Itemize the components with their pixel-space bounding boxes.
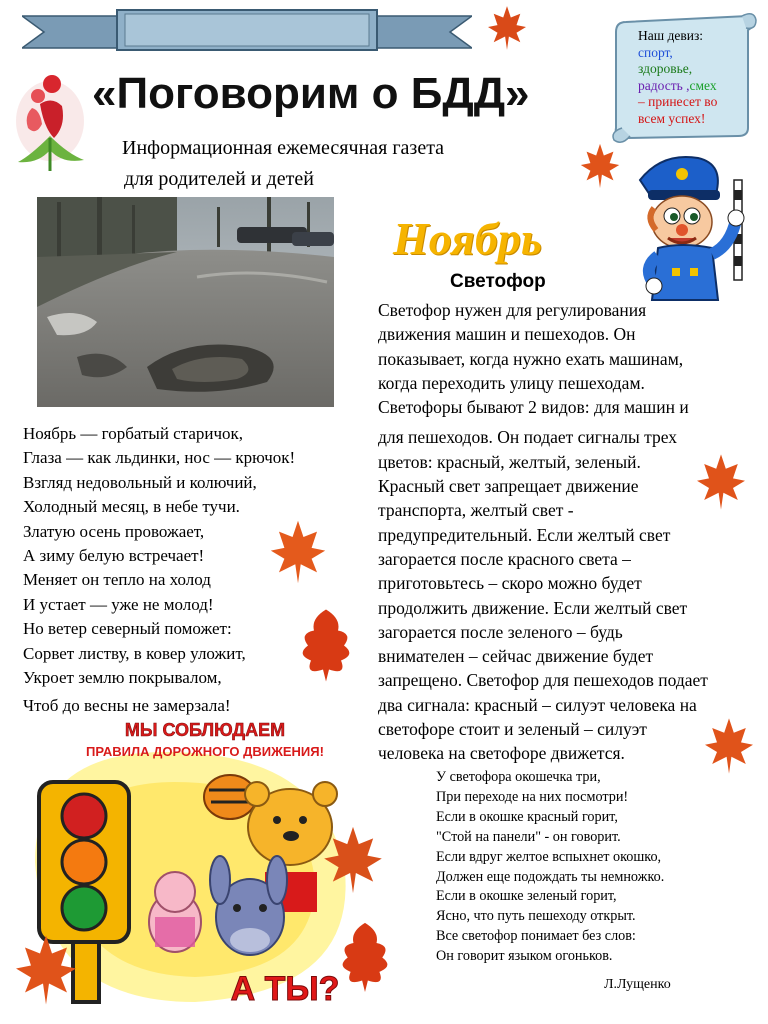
motto-heading: Наш девиз: — [638, 28, 704, 43]
article-line: два сигнала: красный – силуэт человека на — [378, 694, 697, 715]
article-line: загорается после зеленого – будь — [378, 621, 623, 642]
article-line: цветов: красный, желтый, зеленый. — [378, 451, 641, 472]
poem2-line: Он говорит языком огоньков. — [436, 948, 613, 965]
article-line: показывает, когда нужно ехать машинам, — [378, 348, 684, 369]
maple-leaf-icon — [692, 452, 750, 512]
poem-line: Чтоб до весны не замерзала! — [23, 696, 231, 716]
newspaper-title: «Поговорим о БДД» — [92, 69, 530, 118]
article-line: Красный свет запрещает движение — [378, 476, 639, 497]
article-line: внимателен – сейчас движение будет — [378, 646, 654, 667]
subtitle-line-2: для родителей и детей — [124, 168, 314, 190]
poem-line: И устает — уже не молод! — [23, 594, 214, 614]
maple-leaf-icon — [568, 142, 632, 190]
motto-brings: – принесет во — [638, 94, 718, 109]
poem2-line: Если в окошке красный горит, — [436, 808, 618, 825]
motto-laugh: смех — [689, 77, 717, 93]
poem-line: А зиму белую встречает! — [23, 546, 205, 566]
poem2-line: Все светофор понимает без слов: — [436, 928, 636, 945]
poem2-line: Если в окошке зеленый горит, — [436, 888, 617, 905]
article-line: загорается после красного света – — [378, 548, 631, 569]
article-line: запрещено. Светофор для пешеходов подает — [378, 670, 708, 691]
poem-line: Ноябрь — горбатый старичок, — [23, 424, 244, 443]
poster-question: А ТЫ? — [230, 970, 340, 1008]
poem-line: Холодный месяц, в небе тучи. — [23, 497, 240, 517]
article-line: Светофор нужен для регулирования — [378, 300, 647, 320]
oak-leaf-icon — [296, 606, 356, 682]
motto-sport: спорт, — [638, 44, 673, 60]
maple-leaf-icon — [700, 716, 758, 776]
poster-headline: МЫ СОБЛЮДАЕМ — [124, 720, 286, 740]
article-line: когда переходить улицу пешеходам. — [378, 372, 645, 393]
maple-leaf-icon — [488, 4, 526, 52]
article-line: продолжить движение. Если желтый свет — [378, 597, 688, 618]
poem2-line: Если вдруг желтое вспыхнет окошко, — [436, 848, 662, 865]
poem2-line: Должен еще подождать ты немножко. — [436, 868, 665, 885]
article-line: движения машин и пешеходов. Он — [378, 324, 636, 345]
family-logo — [10, 66, 90, 176]
subtitle-line-1: Информационная ежемесячная газета — [122, 137, 445, 159]
motto-joy: радость , — [638, 77, 690, 93]
motto-scroll — [608, 10, 758, 144]
article-line: предупредительный. Если желтый свет — [378, 524, 671, 545]
road-pothole-photo — [37, 197, 334, 407]
traffic-light-article — [378, 298, 748, 766]
poem-line: Но ветер северный поможет: — [23, 619, 232, 639]
traffic-light-poem — [436, 768, 736, 967]
article-line: Светофоры бывают 2 видов: для машин и — [378, 397, 689, 418]
traffic-rules-poster — [25, 712, 365, 1012]
article-line: для пешеходов. Он подает сигналы трех — [378, 427, 678, 448]
poem-line: Сорвет листву, в ковер уложит, — [23, 643, 246, 663]
oak-leaf-icon — [336, 920, 394, 992]
poem2-line: Ясно, что путь пешеходу открыт. — [436, 908, 636, 925]
poem-line: Златую осень провожает, — [23, 521, 205, 541]
motto-joy-laugh — [638, 78, 750, 95]
article-line: приготовьтесь – скоро можно будет — [378, 573, 642, 594]
article-title: Светофор — [450, 271, 546, 292]
header-ribbon — [22, 6, 472, 58]
poem2-line: "Стой на панели" - он говорит. — [436, 828, 621, 845]
article-line: транспорта, желтый свет - — [378, 500, 574, 521]
maple-leaf-icon — [262, 518, 334, 586]
poem-line: Глаза — как льдинки, нос — крючок! — [23, 448, 296, 468]
poem-line: Укроет землю покрывалом, — [23, 668, 222, 688]
poem-line: Меняет он тепло на холод — [23, 570, 211, 590]
poem2-line: При переходе на них посмотри! — [436, 788, 629, 805]
month-heading: Ноябрь — [393, 213, 542, 264]
traffic-officer-mascot — [632, 150, 764, 310]
article-line: человека на светофоре движется. — [378, 743, 625, 764]
motto-success: всем успех! — [638, 110, 706, 126]
maple-leaf-icon — [322, 824, 384, 896]
poster-subheadline: ПРАВИЛА ДОРОЖНОГО ДВИЖЕНИЯ! — [86, 744, 324, 759]
poem-line: Взгляд недовольный и колючий, — [23, 472, 257, 492]
maple-leaf-icon — [16, 930, 76, 1010]
poem-author: Л.Лущенко — [604, 977, 671, 992]
poem2-line: У светофора окошечка три, — [436, 769, 601, 785]
motto-health: здоровье, — [638, 61, 693, 76]
article-line: светофоре стоит и зеленый – силуэт — [378, 719, 647, 740]
